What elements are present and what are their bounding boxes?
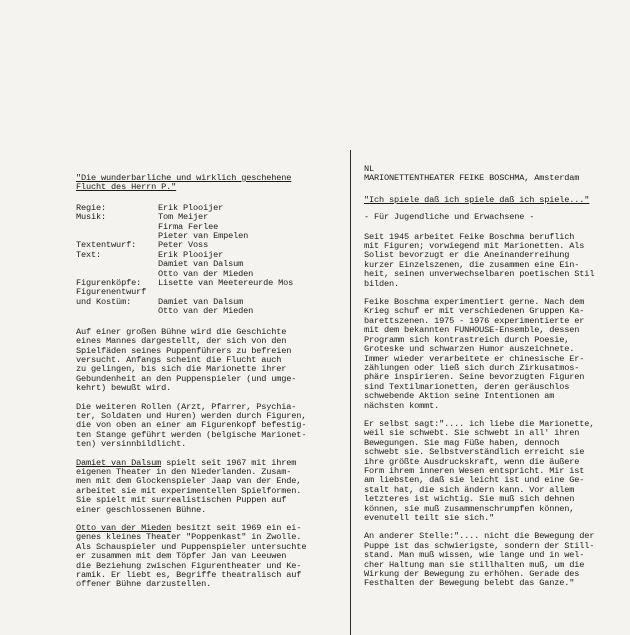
paragraph-dalsum [76, 459, 338, 515]
credit-names: Lisette van Meetereurde Mos [158, 278, 294, 289]
paragraph-roles: Die weiteren Rollen (Arzt, Pfarrer, Psychia- ter, Soldaten und Huren) werden durch Figuren, die von oben an einer am Figurenkopf befestig- ten Stange geführt werden (belgische Marionet- ten) versinnbildlicht. [76, 401, 307, 450]
paragraph-story: Auf einer großen Bühne wird die Geschichte eines Mannes dargestellt, der sich von den Spielfäden seines Puppenführers zu befreien versucht. Anfangs scheint die Flucht auch zu gelingen, bis sich die Marionette ihrer Gebundenheit an den Puppenspieler (und umge- kehrt) bewußt wird. [76, 326, 297, 394]
credit-names: Erik Plooijer [158, 202, 224, 213]
artist-name: Otto van der Mieden [76, 523, 172, 533]
credit-names: Tom Meijer Firma Ferlee Pieter van Empelen [158, 212, 249, 242]
credit-label: Figurenköpfe: [76, 278, 142, 289]
show-title: "Ich spiele daß ich spiele daß ich spiele..." [364, 194, 590, 205]
credit-label: Textentwurf: [76, 240, 137, 251]
paragraph-intro: Seit 1945 arbeitet Feike Boschma beruflich mit Figuren; vorwiegend mit Marionetten. Als Solist bevorzugt er die Aneinanderreihung kurzer Einzelszenen, die zusammen eine Ein- heit, seinen unverwechselbaren poetischen Stil bilden. [364, 231, 595, 289]
credit-label: Figurenentwurf und Kostüm: [76, 287, 147, 307]
paragraph-quote-1: Er selbst sagt:".... ich liebe die Marionette, weil sie schwebt. Sie schwebt in all' ihren Bewegungen. Sie mag Füße haben, dennoch schwebt sie. Selbstverständlich erreicht sie ihre größte Ausdruckskraft, wenn die äußere Form ihrem inneren Wesen entspricht. Mir ist am liebsten, daß sie leicht ist und eine Ge- stalt hat, die sich ändern kann. Vor allem letzteres ist wichtig. Sie muß sich dehnen können, sie muß zusammenschrumpfen können, evenutell teilt sie sich." [364, 418, 595, 523]
theater-name: MARIONETTENTHEATER FEIKE BOSCHMA, Amsterdam [364, 173, 580, 184]
credit-label: Regie: [76, 202, 107, 213]
paragraph-mieden [76, 524, 338, 590]
paragraph-text: besitzt seit 1969 ein ei- genes kleines Theater "Poppenkast" in Zwolle. Als Schauspieler und Puppenspieler untersuchte er zusammen mit dem Töpfer Jan van Leeuwen die Beziehung zwischen Figurentheater und Ke- ramik. Er liebt es, Begriffe theatralisch auf offener Bühne darzustellen. [76, 523, 307, 590]
play-title: "Die wunderbarliche und wirklich geschehene Flucht des Herrn P." [76, 173, 292, 193]
paragraph-text: spielt seit 1967 mit ihrem eigenen Theater in den Niederlanden. Zusam- men mit dem Glockenspieler Jaap van der Ende, arbeitet sie mit experimentellen Spielformen. Sie spielt mit surrealistischen Puppen auf einer geschlossenen Bühne. [76, 457, 302, 515]
show-subtitle: - Für Jugendliche und Erwachsene - [364, 212, 535, 223]
country-code: NL [364, 164, 375, 174]
left-column [76, 174, 338, 599]
right-column [364, 165, 612, 598]
artist-name: Damiet van Dalsum [76, 457, 162, 468]
paragraph-experiments: Feike Boschma experimentiert gerne. Nach dem Krieg schuf er mit verschiedenen Gruppen Ka- barettszenen. 1975 - 1976 experimentierte er mit dem bekannten FUNHOUSE-Ensemble, dessen Programm sich kontrastreich durch Poesie, Groteske und schwarzen Humor auszeichnete. Immer wieder verarbeitete er chinesische Er- zählungen oder ließ sich durch Zirkusatmos- phäre inspirieren. Seine bevorzugten Figuren sind Textilmarionetten, deren geräuschlos schwebende Aktion seine Intentionen am nächsten kommt. [364, 297, 585, 411]
credits-list [76, 204, 338, 317]
column-divider [350, 150, 351, 635]
credit-label: Text: [76, 249, 102, 260]
credit-label: Musik: [76, 212, 107, 223]
paragraph-quote-2: An anderer Stelle:".... nicht die Bewegung der Puppe ist das schwierigste, sondern der Still- stand. Man muß wissen, wie lange und in wel- cher Haltung man sie stillhalten muß, um die Wirkung der Bewegung zu erhöhen. Gerade des Festhalten der Bewegung belebt das Ganze." [364, 531, 595, 589]
credit-names: Peter Voss [158, 240, 209, 251]
credit-names: Erik Plooijer Damiet van Dalsum Otto van der Mieden [158, 249, 254, 279]
credit-names: Damiet van Dalsum Otto van der Mieden [158, 296, 254, 317]
